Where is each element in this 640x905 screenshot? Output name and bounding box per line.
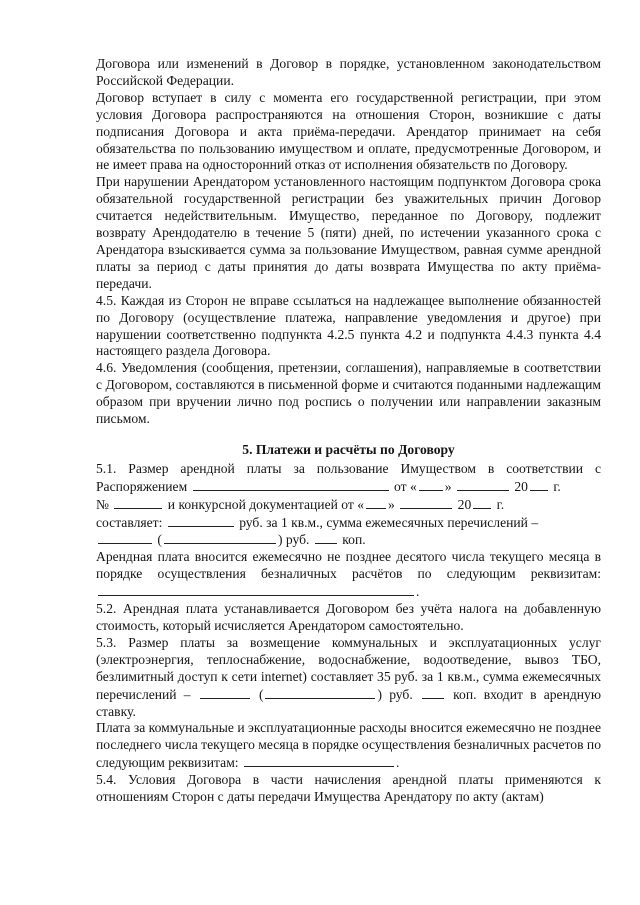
paragraph-5-2: 5.2. Арендная плата устанавливается Договором без учёта налога на добавленную стоимость, который исчисляется Арендатором самостоятельно. [96,601,601,633]
paragraph-5-3: 5.3. Размер платы за возмещение коммунальных и эксплуатационных услуг (электроэнергия, теплоснабжение, водоснабжение, водоотведение, вывоз ТБО, безлимитный доступ к сети internet) составляет 35 руб. за 1 кв.м., сумма ежемесячных перечислений – ( ) руб. коп. входит в арендную ставку. [96,634,601,719]
order-month-blank [457,478,509,491]
paragraph-5-4: 5.4. Условия Договора в части начисления арендной платы применяются к отношениям Сторон с даты передачи Имущества Арендатору по акту (актам) [96,772,601,805]
paragraph-5-1-requisites: Арендная плата вносится ежемесячно не позднее десятого числа текущего месяца в порядке осуществления безналичных расчётов по следующим реквизитам: . [96,549,601,600]
monthly-amount-blank [98,531,152,544]
doc-number-blank [114,496,162,509]
rate-blank [168,514,234,527]
document-page [96,56,601,806]
paragraph-5-3-requisites: Плата за коммунальные и эксплуатационные расходы вносится ежемесячно не позднее последнего числа текущего месяца в порядке осуществления безналичных расчетов по следующим реквизитам: . [96,720,601,771]
requisites-blank [98,583,414,596]
utility-amount-blank [200,686,250,699]
section-title: 5. Платежи и расчёты по Договору [242,441,455,457]
paragraph-4-6: 4.6. Уведомления (сообщения, претензии, соглашения), направляемые в соответствии с Договором, составляются в письменной форме и считаются поданными надлежащим образом при вручении лично под роспись о получении или направлении заказным письмом. [96,360,601,427]
utility-requisites-blank [244,754,394,767]
paragraph-effective-law: Договора или изменений в Договор в порядке, установленном законодательством Российской Федерации. [96,56,601,88]
monthly-amount-words-blank [164,531,276,544]
order-number-blank [193,478,389,491]
paragraph-registration: Договор вступает в силу с момента его государственной регистрации, при этом условия Договора распространяются на отношения Сторон, возникшие с даты подписания Договора и акта приёма-передачи. Арендатор принимает на себя обязательства по пользованию имуществом и оплате, предусмотренные Договором, и не имеет права на односторонний отказ от исполнения обязательств по Договору. [96,89,601,173]
utility-amount-words-blank [265,686,375,699]
paragraph-4-5: 4.5. Каждая из Сторон не вправе ссылаться на надлежащее выполнение обязанностей по Договору (осуществление платежа, направление уведомления и другое) при нарушении соответственно подпункта 4.2.5 пункта 4.2 и подпункта 4.4.3 пункта 4.4 настоящего раздела Договора. [96,292,601,359]
paragraph-5-1: 5.1. Размер арендной платы за пользование Имуществом в соответствии с Распоряжением от « » 20 г. № и конкурсной документацией от « » 20 г. составляет: руб. за 1 кв.м., сумма ежемесячных перечислений – ( ) руб. коп. [96,460,601,548]
paragraph-violation: При нарушении Арендатором установленного настоящим подпунктом Договора срока обязательной государственной регистрации без уважительных причин Договор считается недействительным. Имущество, переданное по Договору, подлежит возврату Арендодателю в течение 5 (пяти) дней, по истечении указанного срока с Арендатора взыскивается сумма за пользование Имуществом, равная сумме арендной платы за период с даты принятия до даты возврата Имущества по акту приёма-передачи. [96,174,601,291]
